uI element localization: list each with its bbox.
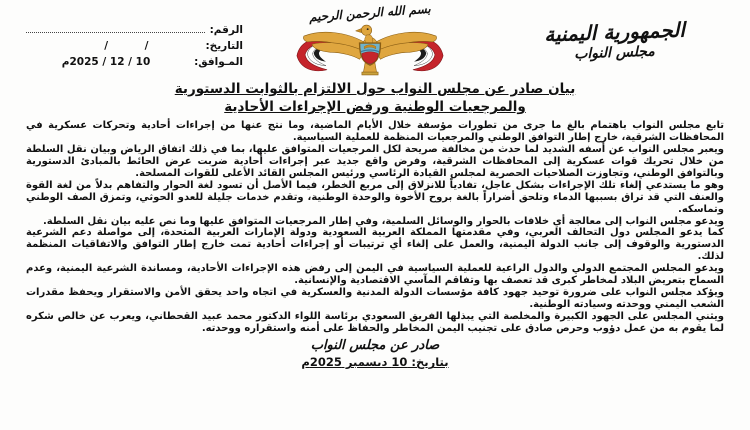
- republic-title: الجمهورية اليمنية: [543, 17, 686, 47]
- corresponding-label: المـوافق:: [194, 56, 243, 68]
- title-line-2: والمرجعيات الوطنية ورفض الإجراءات الأحادية: [224, 99, 526, 116]
- document-title: [0, 80, 750, 116]
- field-corresponding: [18, 52, 243, 68]
- chest-shield: [360, 43, 381, 65]
- header-emblem-block: [243, 1, 497, 79]
- date-value: / /: [74, 40, 149, 52]
- field-date: [18, 36, 243, 52]
- body-paragraph: وهو ما يستدعي إلغاء تلك الإجراءات بشكل عاجل، تفادياً للانزلاق إلى مربع الخطر، فيما الأصل أن تسود لغة الحوار والتفاهم بدلاً من لغة القوة والعنف التي قد تراق بسببها الدماء وتلحق أضراراً بالغة بروح الأخوة والوحدة الوطنية، وتقدم خدمات جليلة للعدو الحوثي، وتمزق الصف الوطني وتماسكه.: [26, 179, 724, 215]
- document-header: [0, 0, 750, 78]
- title-line-1: بيان صادر عن مجلس النواب حول الالتزام بالثوابت الدستورية: [174, 81, 576, 97]
- number-dotted-line: [26, 23, 205, 33]
- issued-by-line: صادر عن مجلس النواب: [310, 338, 440, 354]
- number-label: الرقم:: [209, 24, 243, 36]
- bismillah-calligraphy: بسم الله الرحمن الرحيم: [308, 1, 432, 25]
- body-paragraph: ويدعو المجلس المجتمع الدولي والدول الراعية للعملية السياسية في اليمن إلى رفض هذه الإجراءات الأحادية، ومساندة الشرعية اليمنية، وعدم السماح بتعريض البلاد لمخاطر كبرى قد تعصف بها وتفاقم المآسي الاقتصادية والإنسانية.: [26, 263, 724, 287]
- issue-date-line: بتاريخ: 10 ديسمبر 2025م: [301, 355, 449, 370]
- corresponding-value: 10 / 12 / 2025م: [61, 56, 151, 68]
- header-fields: [18, 6, 243, 68]
- body-paragraph: كما يدعو المجلس دول التحالف العربي، وفي مقدمتها المملكة العربية السعودية ودولة الإمارات العربية المتحدة، إلى مواصلة دعم الشرعية الدستورية والوقوف إلى جانب الدولة اليمنية، والعمل على إلغاء أي ترتيبات أو إجراءات أحادية تمت خارج إطار التوافق والاتفاقيات المنظمة لذلك.: [26, 227, 724, 263]
- body-paragraph: ويدعو مجلس النواب إلى معالجة أي خلافات بالحوار والوسائل السلمية، وفي إطار المرجعيات المتوافق عليها وما نص عليه بيان نقل السلطة.: [42, 215, 724, 227]
- body-paragraph: ويثني المجلس على الجهود الكبيرة والمخلصة التي يبذلها الفريق السعودي برئاسة اللواء الدكتور محمد عبيد القحطاني، ويعرب عن خالص شكره لما يقوم به من عمل دؤوب وحرص صادق على تجنيب اليمن المخاطر والحفاظ على أمنه واستقراره ووحدته.: [26, 310, 724, 334]
- body-paragraph: ويؤكد مجلس النواب على ضرورة توحيد جهود كافة مؤسسات الدولة المدنية والعسكرية في اتجاه واحد يحقق الأمن والاستقرار ويحفظ مقدرات الشعب اليمني ووحدته وسيادته الوطنية.: [26, 286, 724, 310]
- date-label: التاريخ:: [205, 40, 243, 52]
- body-paragraph: تابع مجلس النواب باهتمام بالغ ما جرى من تطورات مؤسفة خلال الأيام الماضية، وما نتج عنها من إجراءات أحادية وتحركات عسكرية في المحافظات الشرقية، خارج إطار التوافق الوطني والمرجعيات المنظمة للعملية السياسية.: [26, 120, 724, 144]
- council-title: مجلس النواب: [573, 43, 656, 63]
- statement-body: [0, 116, 750, 334]
- body-paragraph: ويعبر مجلس النواب عن أسفه الشديد لما حدث من مخالفة صريحة لكل المرجعيات المتوافق عليها، بما في ذلك اتفاق الرياض وبيان نقل السلطة من خلال تحريك قوات عسكرية إلى المحافظات الشرقية، وفرض واقع جديد عبر إجراءات أحادية ضربت عرض الحائط بالمبادئ الدستورية وبالتوافق الوطني، وتجاوزت الصلاحيات الحصرية لمجلس القيادة الرئاسي ورئيس المجلس القائد الأعلى للقوات المسلحة.: [26, 144, 724, 179]
- yemen-coat-of-arms-icon: [291, 21, 449, 79]
- header-titles: [497, 6, 732, 61]
- field-number: [18, 20, 243, 36]
- document-footer: [0, 338, 750, 369]
